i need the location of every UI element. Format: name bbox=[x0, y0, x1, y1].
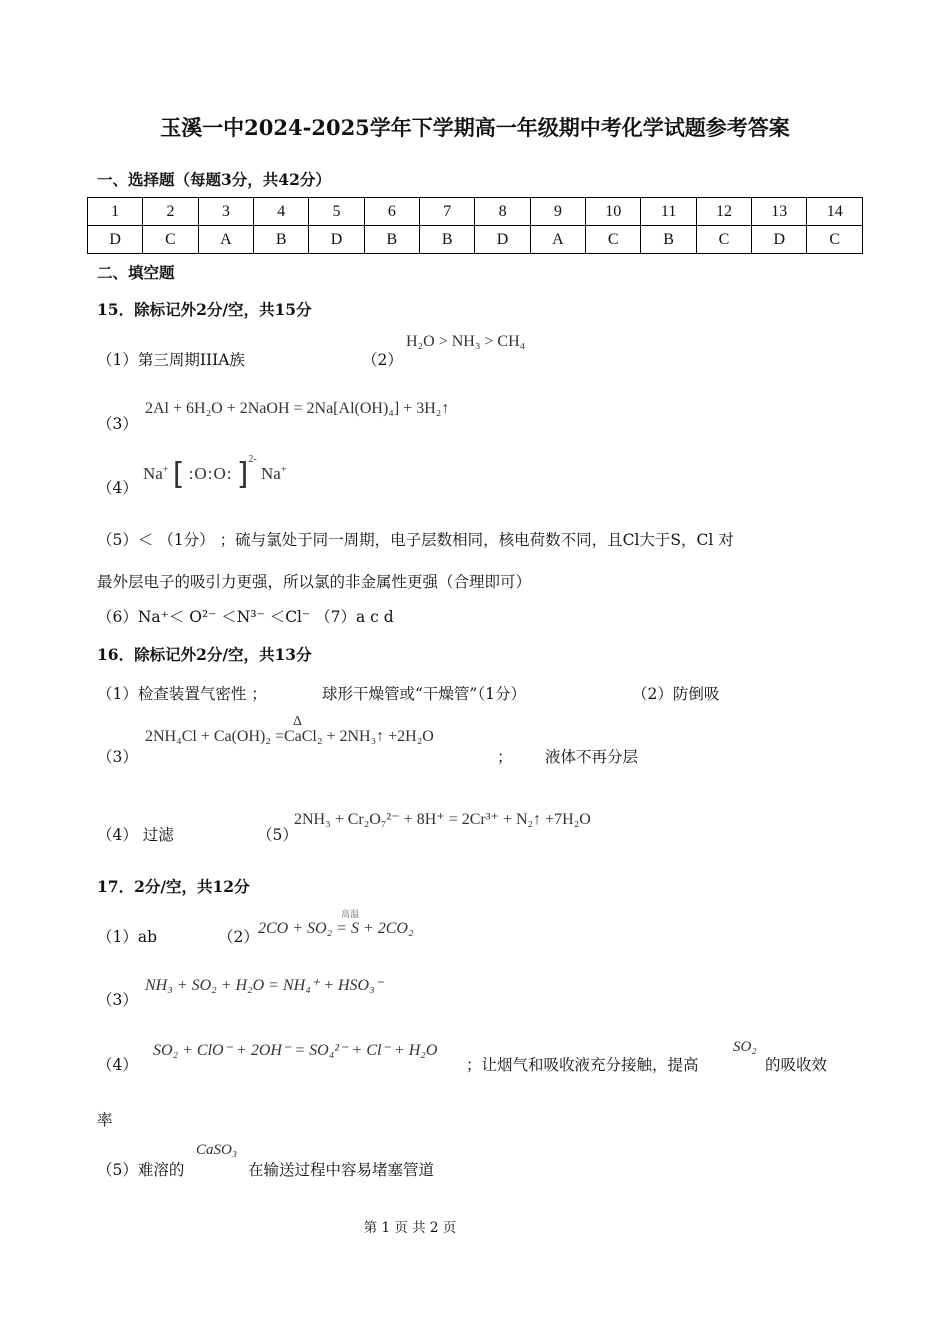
question-number: 14 bbox=[807, 198, 863, 226]
answer-cell: B bbox=[420, 226, 475, 254]
q17-part4-line2: 率 bbox=[97, 1111, 113, 1129]
sodium-peroxide-electron-formula bbox=[143, 454, 287, 492]
q15-part2-equation: H₂O > NH₃ > CH₄ bbox=[406, 333, 526, 350]
answer-cell: B bbox=[641, 226, 696, 254]
question-number: 8 bbox=[475, 198, 530, 226]
q15-part2-label: （2） bbox=[362, 351, 403, 369]
q15-part5-line1: （5）＜ （1分） ；硫与氯处于同一周期，电子层数相同，核电荷数不同，且Cl大于S，Cl 对 bbox=[97, 531, 734, 549]
q17-part3-label: （3） bbox=[97, 991, 138, 1009]
answer-cell: B bbox=[254, 226, 309, 254]
q16-part4: （4） 过滤 bbox=[97, 826, 174, 844]
q17-part2-equation: 2CO + SO₂ = S + 2CO₂ bbox=[258, 920, 414, 937]
answer-cell: B bbox=[364, 226, 419, 254]
q16-part3-separator: ； bbox=[497, 748, 513, 766]
so2-formula: SO₂ bbox=[733, 1039, 757, 1055]
q15-part3-label: （3） bbox=[97, 415, 138, 433]
page-footer: 第 1 页 共 2 页 bbox=[363, 1220, 457, 1236]
right-bracket: ] bbox=[236, 457, 249, 492]
peroxide-oxygen: :O:O: bbox=[188, 463, 233, 483]
q16-part3-equation: 2NH₄Cl + Ca(OH)₂ =CaCl₂ + 2NH₃↑ +2H₂O bbox=[145, 728, 434, 745]
q16-part1-answer: 球形干燥管或“干燥管”（1分） bbox=[322, 685, 526, 703]
answer-cell: C bbox=[143, 226, 198, 254]
q17-part5-suffix: 在输送过程中容易堵塞管道 bbox=[248, 1161, 435, 1179]
question-number: 6 bbox=[364, 198, 419, 226]
q17-part4-answer-tail: 的吸收效 bbox=[765, 1056, 828, 1074]
question-number: 12 bbox=[696, 198, 751, 226]
q15-part5-line2: 最外层电子的吸引力更强，所以氯的非金属性更强（合理即可） bbox=[97, 573, 532, 591]
question-number: 7 bbox=[420, 198, 475, 226]
peroxide-charge: 2- bbox=[248, 454, 257, 466]
q17-part5-prefix: （5）难溶的 bbox=[97, 1161, 185, 1179]
sodium-ion: Na+ bbox=[143, 463, 169, 483]
q16-part3-answer: 液体不再分层 bbox=[545, 748, 639, 766]
section-choice-heading: 一、选择题（每题3分，共42分） bbox=[97, 170, 331, 189]
answer-cell: A bbox=[198, 226, 253, 254]
answer-cell: C bbox=[807, 226, 863, 254]
q17-part4-answer: ；让烟气和吸收液充分接触，提高 bbox=[466, 1056, 699, 1074]
q17-part4-label: （4） bbox=[97, 1056, 138, 1074]
answer-table-answer-row bbox=[88, 226, 863, 254]
q15-part4-label: （4） bbox=[97, 479, 138, 497]
q15-heading: 15．除标记外2分/空，共15分 bbox=[97, 300, 312, 319]
heating-condition: Δ bbox=[293, 714, 303, 729]
answer-cell: C bbox=[696, 226, 751, 254]
question-number: 1 bbox=[88, 198, 143, 226]
q16-heading: 16．除标记外2分/空，共13分 bbox=[97, 645, 312, 664]
q17-part1: （1）ab bbox=[97, 928, 158, 946]
sodium-ion: Na+ bbox=[261, 463, 287, 483]
answer-cell: C bbox=[586, 226, 641, 254]
question-number: 5 bbox=[309, 198, 364, 226]
caso3-formula: CaSO₃ bbox=[196, 1142, 238, 1158]
q16-part1: （1）检查装置气密性 ； bbox=[97, 685, 267, 703]
answer-cell: A bbox=[530, 226, 585, 254]
q17-part4-equation: SO₂ + ClO⁻ + 2OH⁻ = SO₄²⁻ + Cl⁻ + H₂O bbox=[153, 1042, 438, 1059]
left-bracket: [ bbox=[172, 457, 185, 492]
question-number: 4 bbox=[254, 198, 309, 226]
answer-cell: D bbox=[88, 226, 143, 254]
answer-table-number-row bbox=[88, 198, 863, 226]
answer-table bbox=[87, 197, 863, 254]
q17-part2-label: （2） bbox=[218, 928, 259, 946]
page-title: 玉溪一中2024-2025学年下学期高一年级期中考化学试题参考答案 bbox=[160, 115, 790, 140]
high-temperature-condition: 高温 bbox=[341, 909, 360, 919]
question-number: 11 bbox=[641, 198, 696, 226]
q17-part3-equation: NH₃ + SO₂ + H₂O = NH₄⁺ + HSO₃⁻ bbox=[145, 977, 384, 994]
section-fill-heading: 二、填空题 bbox=[97, 263, 175, 282]
q17-heading: 17．2分/空，共12分 bbox=[97, 877, 250, 896]
answer-cell: D bbox=[309, 226, 364, 254]
answer-cell: D bbox=[475, 226, 530, 254]
q16-part3-label: （3） bbox=[97, 748, 138, 766]
q15-part6-7: （6）Na⁺＜ O²⁻ ＜N³⁻ ＜Cl⁻ （7）a c d bbox=[97, 608, 394, 626]
question-number: 3 bbox=[198, 198, 253, 226]
question-number: 10 bbox=[586, 198, 641, 226]
q16-part2: （2）防倒吸 bbox=[632, 685, 720, 703]
answer-cell: D bbox=[752, 226, 807, 254]
q16-part5-label: （5） bbox=[257, 826, 298, 844]
question-number: 9 bbox=[530, 198, 585, 226]
q15-part1: （1）第三周期IIIA族 bbox=[97, 351, 245, 369]
question-number: 13 bbox=[752, 198, 807, 226]
q16-part5-equation: 2NH₃ + Cr₂O₇²⁻ + 8H⁺ = 2Cr³⁺ + N₂↑ +7H₂O bbox=[294, 811, 591, 828]
q15-part3-equation: 2Al + 6H₂O + 2NaOH = 2Na[Al(OH)₄] + 3H₂↑ bbox=[145, 400, 450, 417]
question-number: 2 bbox=[143, 198, 198, 226]
